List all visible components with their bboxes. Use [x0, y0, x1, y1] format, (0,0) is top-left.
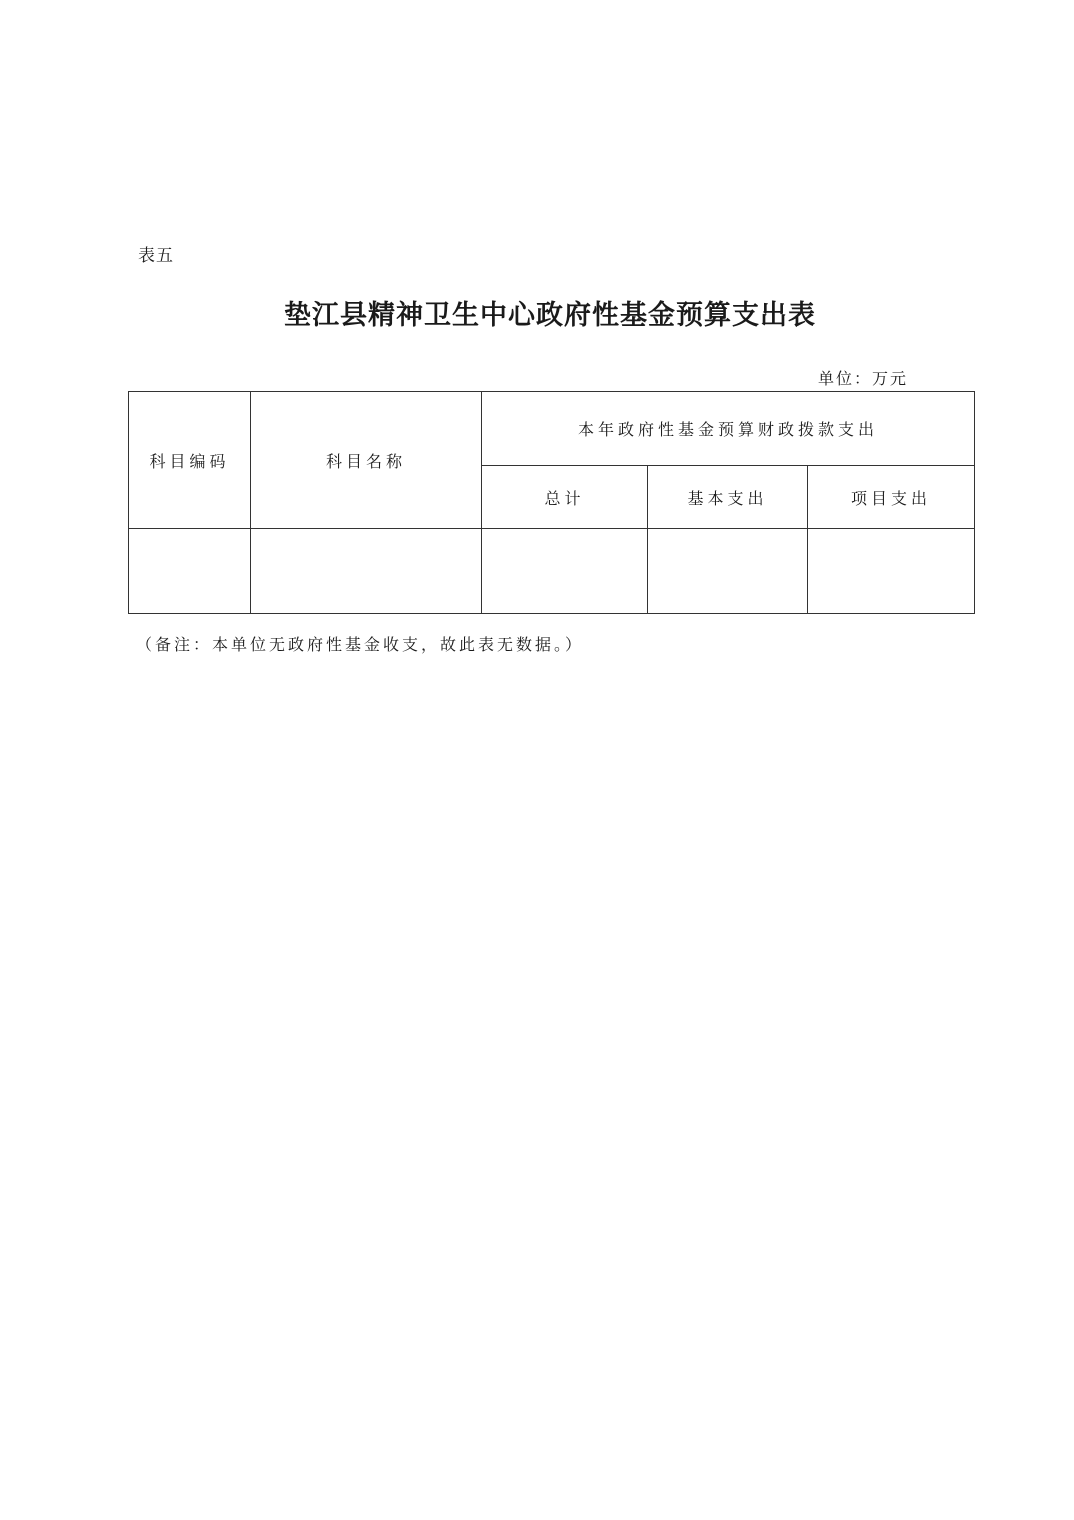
page-title: 垫江县精神卫生中心政府性基金预算支出表 — [284, 300, 816, 331]
budget-table — [128, 391, 975, 614]
header-basic-expenditure: 基本支出 — [648, 466, 808, 529]
unit-label: 单位：万元 — [818, 369, 909, 388]
cell-total — [482, 529, 648, 614]
cell-subject-code — [129, 529, 251, 614]
header-subject-name: 科目名称 — [251, 392, 482, 529]
table-row — [129, 529, 975, 614]
header-subject-code: 科目编码 — [129, 392, 251, 529]
cell-subject-name — [251, 529, 482, 614]
header-row — [129, 392, 975, 466]
header-project-expenditure: 项目支出 — [808, 466, 975, 529]
cell-basic-expenditure — [648, 529, 808, 614]
header-total: 总计 — [482, 466, 648, 529]
footnote: （备注：本单位无政府性基金收支，故此表无数据。） — [136, 635, 585, 654]
table-label: 表五 — [138, 246, 174, 266]
header-group-fund-expenditure: 本年政府性基金预算财政拨款支出 — [482, 392, 975, 466]
cell-project-expenditure — [808, 529, 975, 614]
